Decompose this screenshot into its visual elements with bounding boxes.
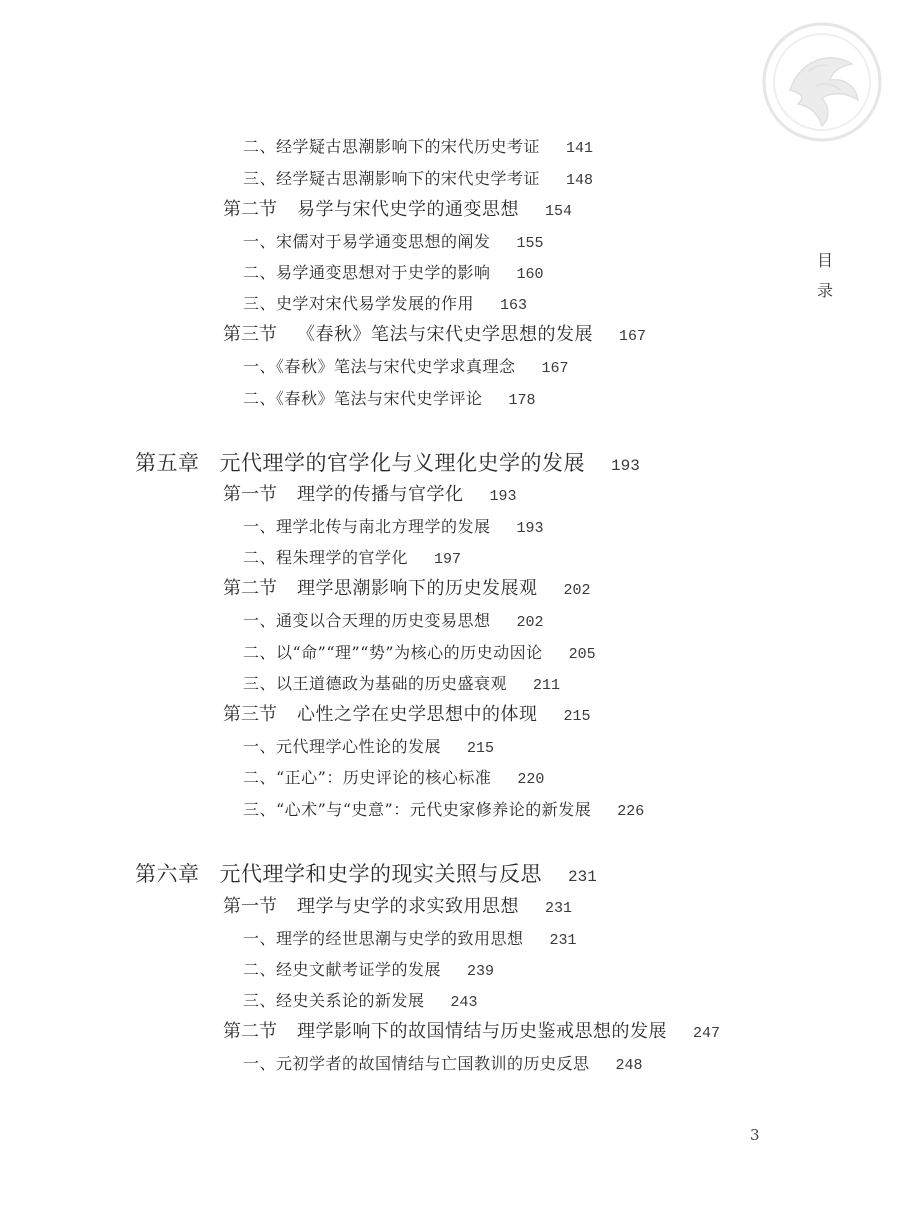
toc-item-title: 二、《春秋》笔法与宋代史学评论 [243,389,483,408]
toc-item-title: 二、以“命”“理”“势”为核心的历史动因论 [243,643,543,662]
toc-page-number: 193 [489,488,517,505]
toc-page-number: 211 [533,677,561,694]
toc-section-label: 第二节 [223,199,277,220]
toc-item[interactable] [243,1056,643,1073]
toc-page-number: 231 [549,932,577,949]
toc-chapter-label: 第五章 [135,451,200,475]
toc-chapter[interactable] [135,453,640,474]
side-label-char: 目 [816,251,833,270]
toc-item-title: 一、理学北传与南北方理学的发展 [243,517,491,536]
toc-section[interactable] [223,326,646,344]
toc-page-number: 163 [500,297,528,314]
toc-item-title: 二、经学疑古思潮影响下的宋代历史考证 [243,137,541,156]
toc-item[interactable] [243,802,644,819]
toc-item[interactable] [243,234,544,251]
toc-section[interactable] [223,706,591,724]
toc-section-title: 理学与史学的求实致用思想 [297,896,519,917]
side-label-char: 录 [816,281,833,300]
toc-page-number: 231 [545,900,573,917]
toc-page-number: 226 [617,803,645,820]
toc-page-number: 167 [541,360,569,377]
toc-item[interactable] [243,391,536,408]
toc-item-title: 一、《春秋》笔法与宋代史学求真理念 [243,357,516,376]
toc-page-number: 215 [563,708,591,725]
toc-page-number: 247 [693,1025,721,1042]
toc-item-title: 三、经史关系论的新发展 [243,991,425,1010]
toc-item-title: 二、易学通变思想对于史学的影响 [243,263,491,282]
phoenix-roundel-icon [760,20,884,144]
toc-page-number: 243 [450,994,478,1011]
toc-section-title: 理学影响下的故国情结与历史鉴戒思想的发展 [297,1021,667,1042]
toc-page-number: 248 [615,1057,643,1074]
toc-item[interactable] [243,645,596,662]
toc-page-number: 167 [619,328,647,345]
toc-chapter-title: 元代理学的官学化与义理化史学的发展 [219,451,585,475]
page-number: 3 [750,1126,760,1144]
toc-page-number: 215 [467,740,495,757]
toc-item-title: 三、史学对宋代易学发展的作用 [243,294,475,313]
toc-page-number: 202 [563,582,591,599]
toc-item[interactable] [243,296,527,313]
toc-item-title: 一、宋儒对于易学通变思想的阐发 [243,232,491,251]
toc-page-number: 231 [568,868,597,886]
toc-section[interactable] [223,898,572,916]
toc-page-number: 239 [467,963,495,980]
toc-page-number: 178 [508,392,536,409]
toc-page-number: 160 [516,266,544,283]
toc-chapter[interactable] [135,864,597,885]
toc-section-title: 理学思潮影响下的历史发展观 [297,578,538,599]
toc-page-number: 197 [434,551,462,568]
toc-section-title: 《春秋》笔法与宋代史学思想的发展 [297,324,593,345]
toc-page-number: 154 [545,203,573,220]
toc-page-number: 193 [611,457,640,475]
toc-item[interactable] [243,931,577,948]
toc-section[interactable] [223,201,572,219]
toc-item-title: 二、经史文献考证学的发展 [243,960,442,979]
toc-item[interactable] [243,613,544,630]
toc-page-number: 193 [516,520,544,537]
toc-page-number: 155 [516,235,544,252]
toc-section-label: 第三节 [223,324,277,345]
toc-item[interactable] [243,359,569,376]
toc-item-title: 二、程朱理学的官学化 [243,548,409,567]
toc-item-title: 三、经学疑古思潮影响下的宋代史学考证 [243,169,541,188]
toc-section-label: 第二节 [223,578,277,599]
toc-page-number: 220 [517,771,545,788]
toc-item[interactable] [243,993,478,1010]
toc-page-number: 205 [568,646,596,663]
toc-chapter-label: 第六章 [135,862,200,886]
toc-section[interactable] [223,580,591,598]
toc-item-title: 二、“正心”：历史评论的核心标准 [243,768,492,787]
toc-item-title: 三、“心术”与“史意”：元代史家修养论的新发展 [243,800,592,819]
toc-item[interactable] [243,550,461,567]
toc-section[interactable] [223,486,517,504]
toc-section-title: 易学与宋代史学的通变思想 [297,199,519,220]
section-side-label [816,246,834,306]
toc-section[interactable] [223,1023,720,1041]
toc-section-title: 心性之学在史学思想中的体现 [297,704,538,725]
toc-item[interactable] [243,519,544,536]
toc-item[interactable] [243,265,544,282]
toc-page-number: 148 [566,172,594,189]
toc-section-label: 第三节 [223,704,277,725]
toc-item-title: 一、元代理学心性论的发展 [243,737,442,756]
toc-item[interactable] [243,962,494,979]
toc-page-number: 202 [516,614,544,631]
toc-item[interactable] [243,739,494,756]
toc-item[interactable] [243,676,560,693]
toc-item-title: 一、元初学者的故国情结与亡国教训的历史反思 [243,1054,590,1073]
toc-chapter-title: 元代理学和史学的现实关照与反思 [219,862,542,886]
toc-section-label: 第一节 [223,896,277,917]
toc-item[interactable] [243,171,593,188]
toc-section-label: 第二节 [223,1021,277,1042]
toc-item-title: 三、以王道德政为基础的历史盛衰观 [243,674,508,693]
toc-page-number: 141 [566,140,594,157]
toc-item-title: 一、理学的经世思潮与史学的致用思想 [243,929,524,948]
toc-item[interactable] [243,770,544,787]
toc-section-label: 第一节 [223,484,277,505]
toc-section-title: 理学的传播与官学化 [297,484,464,505]
toc-item[interactable] [243,139,593,156]
toc-item-title: 一、通变以合天理的历史变易思想 [243,611,491,630]
